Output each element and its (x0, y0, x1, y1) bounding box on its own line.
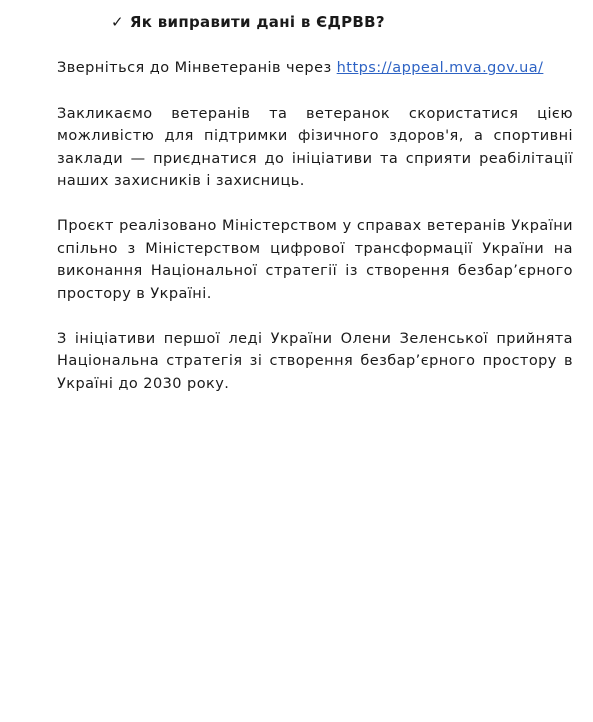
appeal-link[interactable]: https://appeal.mva.gov.ua/ (336, 60, 544, 76)
document-page (57, 10, 573, 395)
paragraph-strategy: З ініціативи першої леді України Олени Зеленської прийнята Національна стратегія зі створення безбар’єрного простору в Україні до 2030 року. (57, 330, 573, 392)
paragraph-project: Проєкт реалізовано Міністерством у справах ветеранів України спільно з Міністерством цифрової трансформації України на виконання Національної стратегії із створення безбар’єрного простору в Україні. (57, 218, 573, 302)
checkmark-icon: ✓ (111, 13, 124, 31)
heading-text: Як виправити дані в ЄДРВВ? (129, 13, 385, 31)
section-heading (111, 10, 573, 34)
contact-prefix: Зверніться до Мінветеранів через (57, 60, 337, 76)
contact-paragraph (57, 57, 573, 80)
paragraph-invitation: Закликаємо ветеранів та ветеранок скористатися цією можливістю для підтримки фізичного здоров'я, а спортивні заклади — приєднатися до ініціативи та сприяти реабілітації наших захисників і захисниць. (57, 105, 573, 189)
